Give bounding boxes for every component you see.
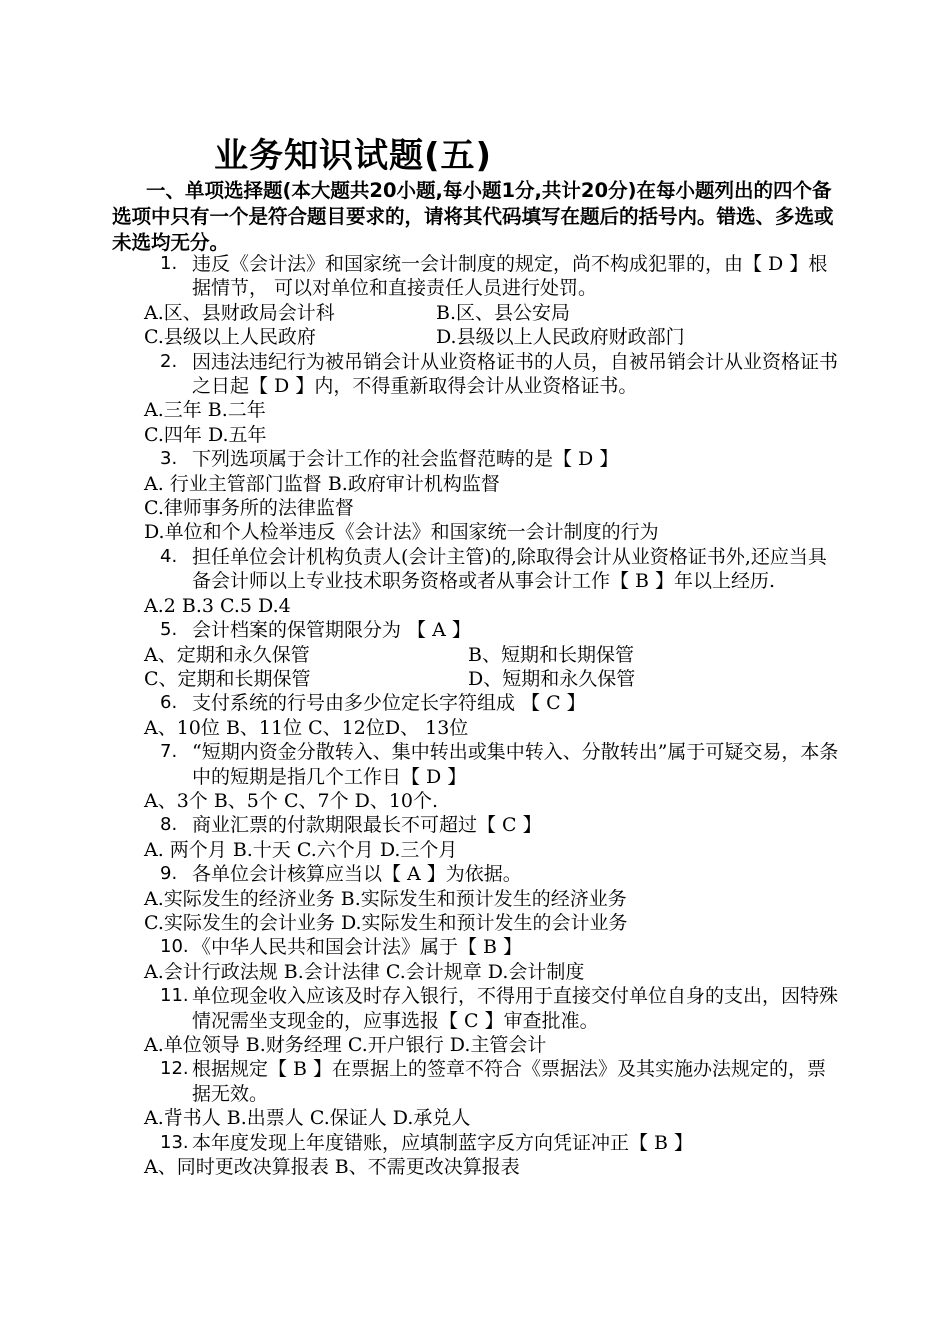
question-number: 2. [160,350,178,372]
option-line: C.四年 D.五年 [144,423,267,446]
question-number: 7. [160,741,178,763]
question-number: 12. [160,1058,189,1080]
option-item: D、短期和永久保管 [468,667,636,690]
question-text: “短期内资金分散转入、集中转出或集中转入、分散转出”属于可疑交易，本条中的短期是指几个工作日【 D 】 [192,741,839,788]
question-number: 11. [160,985,189,1007]
option-line: A.2 B.3 C.5 D.4 [144,594,291,617]
question-number: 6. [160,692,178,714]
question-text: 支付系统的行号由多少位定长字符组成 【 C 】 [192,692,586,715]
option-item: D.县级以上人民政府财政部门 [436,326,685,349]
question-stem [144,984,844,1033]
question-stem [144,1131,844,1155]
question-number: 3. [160,448,178,470]
question-stem [144,1057,844,1106]
option-row [144,643,844,667]
question-text: 因违法违纪行为被吊销会计从业资格证书的人员，自被吊销会计从业资格证书之日起【 D 】内，不得重新取得会计从业资格证书。 [192,350,839,398]
intro-text: 一、单项选择题(本大题共20小题,每小题1分,共计20分)在每小题列出的四个备选项中只有一个是符合题目要求的，请将其代码填写在题后的括号内。错选、多选或未选均无分。 [112,179,834,254]
option-line: A、3个 B、5个 C、7个 D、10个. [144,789,439,812]
option-item: B.区、县公安局 [436,301,571,324]
question-stem [144,740,844,789]
question-text: 单位现金收入应该及时存入银行，不得用于直接交付单位自身的支出，因特殊情况需坐支现金的，应事选报【 C 】审查批准。 [192,985,839,1032]
option-line: A.会计行政法规 B.会计法律 C.会计规章 D.会计制度 [144,960,585,983]
option-line: C.律师事务所的法律监督 [144,497,354,520]
option-line: A、10位 B、11位 C、12位D、 13位 [144,716,469,739]
question-stem [144,813,844,837]
question-text: 下列选项属于会计工作的社会监督范畴的是【 D 】 [192,448,619,471]
question-number: 8. [160,814,178,836]
question-list [144,252,844,1179]
section-intro [112,178,840,256]
option-item: A.区、县财政局会计科 [144,301,335,324]
option-row [144,325,844,349]
question-text: 担任单位会计机构负责人(会计主管)的,除取得会计从业资格证书外,还应当具备会计师以上专业技术职务资格或者从事会计工作【 B 】年以上经历. [192,545,827,593]
question-text: 各单位会计核算应当以【 A 】为依据。 [192,863,522,886]
question-stem [144,447,844,471]
option-item: C、定期和长期保管 [144,667,311,690]
option-line: A. 两个月 B.十天 C.六个月 D.三个月 [144,838,458,861]
question-stem [144,862,844,886]
option-item: C.县级以上人民政府 [144,326,316,349]
question-text: 根据规定【 B 】在票据上的签章不符合《票据法》及其实施办法规定的，票据无效。 [192,1058,827,1105]
question-number: 5. [160,619,178,641]
option-row [144,667,844,691]
question-stem [144,545,844,594]
question-number: 10. [160,936,189,958]
question-stem [144,350,844,399]
option-line: A.实际发生的经济业务 B.实际发生和预计发生的经济业务 [144,887,627,910]
option-line: A. 行业主管部门监督 B.政府审计机构监督 [144,472,500,495]
question-text: 商业汇票的付款期限最长不可超过【 C 】 [192,814,542,837]
question-text: 本年度发现上年度错账，应填制蓝字反方向凭证冲正【 B 】 [192,1131,694,1154]
question-stem [144,252,844,301]
question-number: 9. [160,863,178,885]
question-text: 会计档案的保管期限分为 【 A 】 [192,619,471,642]
option-line: A.三年 B.二年 [144,399,266,422]
question-number: 1. [160,253,178,274]
option-row [144,301,844,325]
question-text: 违反《会计法》和国家统一会计制度的规定，尚不构成犯罪的，由【 D 】根据情节， 可以对单位和直接责任人员进行处罚。 [192,253,828,300]
option-item: B、短期和长期保管 [468,643,634,666]
question-stem [144,618,844,642]
option-line: A.背书人 B.出票人 C.保证人 D.承兑人 [144,1107,471,1130]
option-item: A、定期和永久保管 [144,643,310,666]
question-number: 13. [160,1131,189,1153]
option-line: C.实际发生的会计业务 D.实际发生和预计发生的会计业务 [144,911,628,934]
question-stem [144,691,844,715]
option-line: A.单位领导 B.财务经理 C.开户银行 D.主管会计 [144,1034,547,1056]
option-line: D.单位和个人检举违反《会计法》和国家统一会计制度的行为 [144,521,659,544]
question-number: 4. [160,545,178,567]
question-stem [144,935,844,959]
question-text: 《中华人民共和国会计法》属于【 B 】 [192,936,523,959]
document-title: 业务知识试题(五) [214,136,493,176]
option-line: A、同时更改决算报表 B、不需更改决算报表 [144,1156,520,1179]
